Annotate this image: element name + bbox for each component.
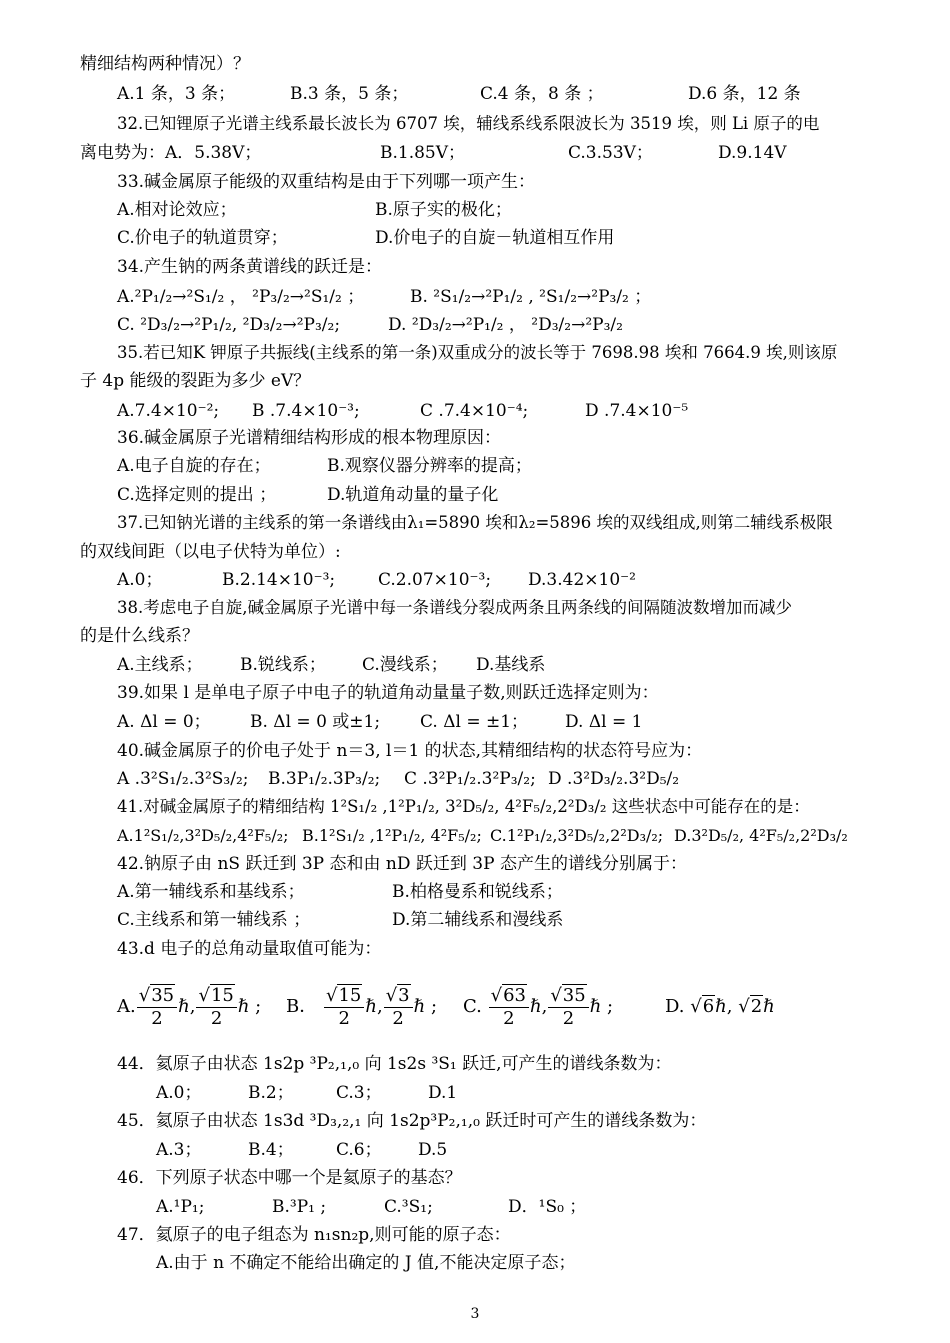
q44-option-b: B.2； — [248, 1083, 294, 1103]
q41-option-a: A.1²S₁/₂,3²D₅/₂,4²F₅/₂; — [117, 826, 289, 845]
q34-option-a: A.²P₁/₂→²S₁/₂ ， ²P₃/₂→²S₁/₂ ； — [117, 287, 365, 307]
q34-option-c: C. ²D₃/₂→²P₁/₂, ²D₃/₂→²P₃/₂; — [117, 315, 341, 335]
q40-option-a: A .3²S₁/₂.3²S₃/₂; — [117, 769, 249, 789]
q37-option-d: D.3.42×10⁻² — [528, 570, 636, 590]
q39-option-b: B. Δl = 0 或±1; — [250, 712, 381, 732]
q36-option-b: B.观察仪器分辨率的提高； — [327, 456, 532, 476]
q42-option-a: A.第一辅线系和基线系； — [117, 882, 305, 902]
q46-option-c: C.³S₁; — [384, 1197, 433, 1217]
q35-option-d: D .7.4×10⁻⁵ — [585, 401, 689, 421]
q43-option-d: D. √6ℏ, √2ℏ — [665, 996, 775, 1017]
q46-option-d: D．¹S₀ ； — [508, 1197, 587, 1217]
q40-option-c: C .3²P₁/₂.3²P₃/₂; — [404, 769, 536, 789]
q36-option-c: C.选择定则的提出 ； — [117, 485, 277, 505]
q43-option-c: C. $\frac{√63}{2}$ ℏ, $\frac{√35}{2}$ ℏ ; — [463, 984, 614, 1029]
q38-option-a: A.主线系； — [117, 655, 203, 675]
q36-option-a: A.电子自旋的存在； — [117, 456, 271, 476]
q38-option-b: B.锐线系； — [240, 655, 326, 675]
q36-option-d: D.轨道角动量的量子化 — [327, 485, 499, 505]
q45-option-a: A.3； — [156, 1140, 202, 1160]
q44-option-d: D.1 — [428, 1083, 458, 1103]
q33-option-d: D.价电子的自旋－轨道相互作用 — [375, 228, 615, 248]
q41-option-d: D.3²D₅/₂, 4²F₅/₂,2²D₃/₂ — [674, 826, 848, 845]
q38-option-d: D.基线系 — [476, 655, 546, 675]
q43-option-b: B． $\frac{√15}{2}$ ℏ, $\frac{√3}{2}$ ℏ ; — [286, 984, 438, 1029]
q31-option-a: A.1 条，3 条； — [117, 84, 236, 104]
q32-option-c: C.3.53V； — [568, 143, 653, 163]
q31-option-d: D.6 条，12 条 — [688, 84, 801, 104]
q35-option-a: A.7.4×10⁻²; — [117, 401, 220, 421]
q39-option-c: C. Δl = ±1； — [420, 712, 529, 732]
q37-option-b: B.2.14×10⁻³; — [222, 570, 336, 590]
q33-option-a: A.相对论效应； — [117, 200, 237, 220]
q39-option-a: A. Δl = 0； — [117, 712, 211, 732]
q31-option-b: B.3 条，5 条； — [290, 84, 409, 104]
q37-option-a: A.0； — [117, 570, 163, 590]
q45-option-d: D.5 — [418, 1140, 448, 1160]
q38-option-c: C.漫线系； — [362, 655, 448, 675]
q39-option-d: D. Δl = 1 — [565, 712, 643, 732]
q44-option-a: A.0； — [156, 1083, 202, 1103]
q40-option-d: D .3²D₃/₂.3²D₅/₂ — [548, 769, 680, 789]
q45-option-c: C.6； — [336, 1140, 382, 1160]
q33-option-c: C.价电子的轨道贯穿； — [117, 228, 288, 248]
q41-option-b: B.1²S₁/₂ ,1²P₁/₂, 4²F₅/₂; — [302, 826, 482, 845]
q35-option-c: C .7.4×10⁻⁴; — [420, 401, 529, 421]
q34-option-d: D. ²D₃/₂→²P₁/₂ ， ²D₃/₂→²P₃/₂ — [388, 315, 623, 335]
q32-option-d: D.9.14V — [718, 143, 787, 163]
q44-option-c: C.3； — [336, 1083, 382, 1103]
q40-option-b: B.3P₁/₂.3P₃/₂; — [268, 769, 381, 789]
q46-option-b: B.³P₁ ; — [272, 1197, 327, 1217]
exam-page: 精细结构两种情况）？ A.1 条，3 条； B.3 条，5 条； C.4 条，8 条 ； D.6 条，12 条 32.已知锂原子光谱主线系最长波长为 6707 埃，辅线系线系限波长为 3519 埃，则 Li 原子的电 离电势为：A．5.38V； B.1.85V； C.3.53V； D.9.14V 33.碱金属原子能级的双重结构是由于下列哪一项产生： A.相对论效应； B.原子实的极化； C.价电子的轨道贯穿； D.价电子的自旋－轨道相互作用 34.产生钠的两条黄谱线的跃迁是： A.²P₁/₂→²S₁/₂ ， ²P₃/₂→²S₁/₂ ； B. ²S₁/₂→²P₁/₂ , ²S₁/₂→²P₃/₂ ； C. ²D₃/₂→²P₁/₂, ²D₃/₂→²P₃/₂; D. ²D₃/₂→²P₁/₂ ， ²D₃/₂→²P₃/₂ 35.若已知K 钾原子共振线(主线系的第一条)双重成分的波长等于 7698.98 埃和 7664.9 埃,则该原 子 4p 能级的裂距为多少 eV？ A.7.4×10⁻²; B .7.4×10⁻³; C .7.4×10⁻⁴; D .7.4×10⁻⁵ 36.碱金属原子光谱精细结构形成的根本物理原因： A.电子自旋的存在； B.观察仪器分辨率的提高； C.选择定则的提出 ； D.轨道角动量的量子化 37.已知钠光谱的主线系的第一条谱线由λ₁=5890 埃和λ₂=5896 埃的双线组成,则第二辅线系极限 的双线间距（以电子伏特为单位）: A.0； B.2.14×10⁻³; C.2.07×10⁻³; D.3.42×10⁻² 38.考虑电子自旋,碱金属原子光谱中每一条谱线分裂成两条且两条线的间隔随波数增加而减少 的是什么线系？ A.主线系； B.锐线系； C.漫线系； D.基线系 39.如果 l 是单电子原子中电子的轨道角动量量子数,则跃迁选择定则为： A. Δl = 0； B. Δl = 0 或±1; C. Δl = ±1； D. Δl = 1 40.碱金属原子的价电子处于 n＝3, l＝1 的状态,其精细结构的状态符号应为： A .3²S₁/₂.3²S₃/₂; B.3P₁/₂.3P₃/₂; C .3²P₁/₂.3²P₃/₂; D .3²D₃/₂.3²D₅/₂ 41.对碱金属原子的精细结构 1²S₁/₂ ,1²P₁/₂, 3²D₅/₂, 4²F₅/₂,2²D₃/₂ 这些状态中可能存在的是： A.1²S₁/₂,3²D₅/₂,4²F₅/₂; B.1²S₁/₂ ,1²P₁/₂, 4²F₅/₂; C.1²P₁/₂,3²D₅/₂,2²D₃/₂; D.3²D₅/₂, 4²F₅/₂,2²D₃/₂ 42.钠原子由 nS 跃迁到 3P 态和由 nD 跃迁到 3P 态产生的谱线分别属于： A.第一辅线系和基线系； B.柏格曼系和锐线系； C.主线系和第一辅线系 ； D.第二辅线系和漫线系 43.d 电子的总角动量取值可能为： A. $\frac{√35}{2}$ ℏ, $\frac{√15}{2}$ ℏ ; B． $\frac{√15}{2}$ ℏ, $\frac{√3}{2}$ ℏ ; C. $\frac{√63}{2}$ ℏ, $\frac{√35}{2}$ ℏ ; D. √6ℏ, √2ℏ 44．氦原子由状态 1s2p ³P₂,₁,₀ 向 1s2s ³S₁ 跃迁,可产生的谱线条数为： A.0； B.2； C.3； D.1 45．氦原子由状态 1s3d ³D₃,₂,₁ 向 1s2p³P₂,₁,₀ 跃迁时可产生的谱线条数为： A.3； B.4； C.6； D.5 46．下列原子状态中哪一个是氦原子的基态？ A.¹P₁; B.³P₁ ; C.³S₁; D．¹S₀ ； 47．氦原子的电子组态为 n₁sn₂p,则可能的原子态： A.由于 n 不确定不能给出确定的 J 值,不能决定原子态； 3 — [0, 0, 950, 1343]
q31-option-c: C.4 条，8 条 ； — [480, 84, 604, 104]
q34-option-b: B. ²S₁/₂→²P₁/₂ , ²S₁/₂→²P₃/₂ ； — [410, 287, 652, 307]
q32-option-a: 离电势为：A．5.38V； — [80, 143, 262, 163]
q42-option-b: B.柏格曼系和锐线系； — [392, 882, 563, 902]
q45-option-b: B.4； — [248, 1140, 294, 1160]
q42-option-d: D.第二辅线系和漫线系 — [392, 910, 564, 930]
q42-option-c: C.主线系和第一辅线系 ； — [117, 910, 311, 930]
q33-option-b: B.原子实的极化； — [375, 200, 512, 220]
q37-option-c: C.2.07×10⁻³; — [378, 570, 492, 590]
q46-option-a: A.¹P₁; — [156, 1197, 205, 1217]
q32-option-b: B.1.85V； — [380, 143, 466, 163]
q41-option-c: C.1²P₁/₂,3²D₅/₂,2²D₃/₂; — [490, 826, 664, 845]
q35-option-b: B .7.4×10⁻³; — [252, 401, 360, 421]
q43-option-a: A. $\frac{√35}{2}$ ℏ, $\frac{√15}{2}$ ℏ ; — [117, 984, 262, 1029]
page-number: 3 — [470, 1306, 480, 1322]
